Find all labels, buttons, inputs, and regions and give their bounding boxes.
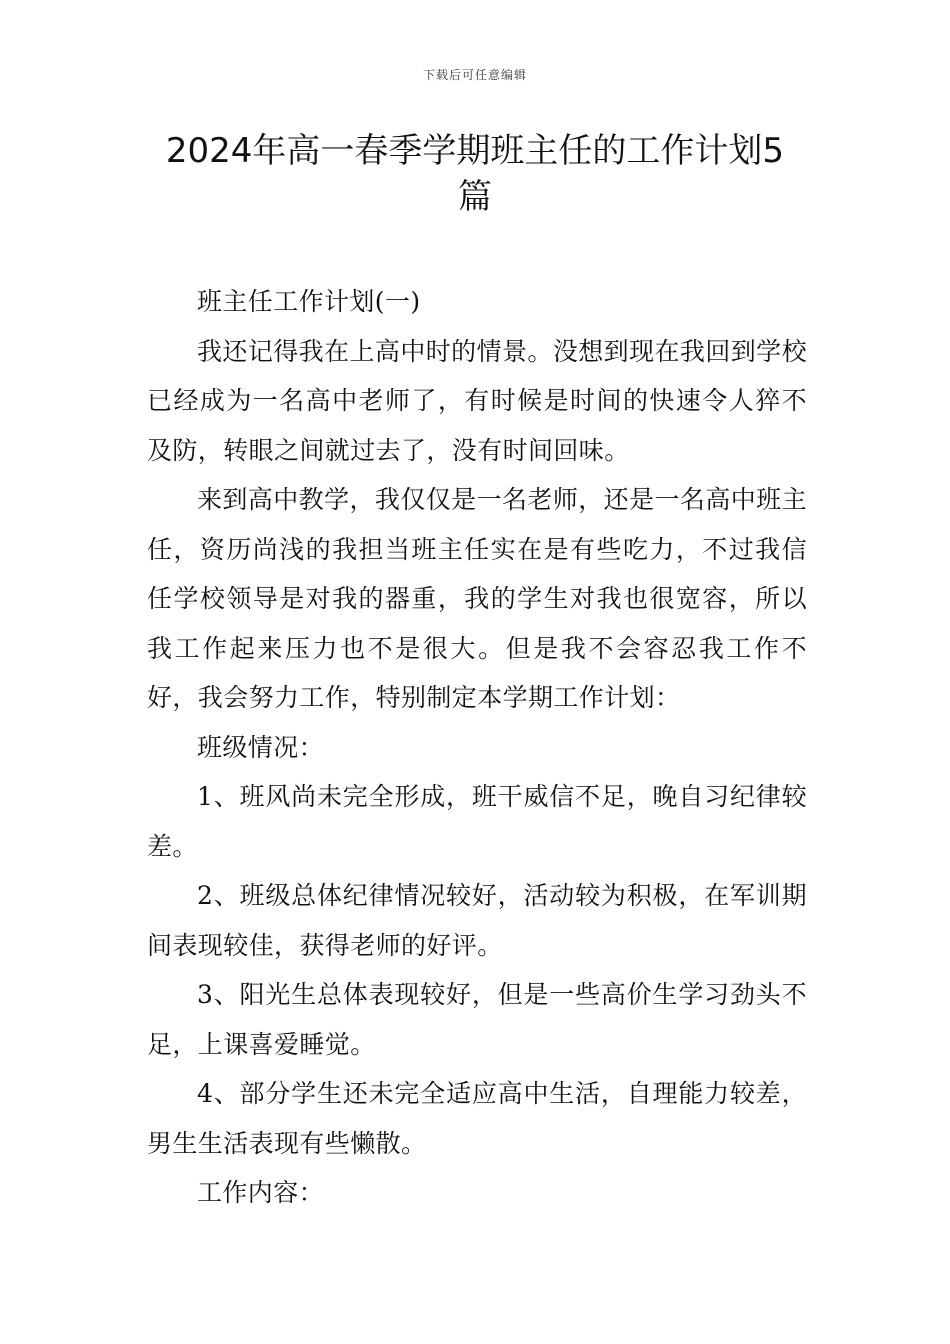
header-note: 下载后可任意编辑 [422,68,527,82]
body-paragraph: 我还记得我在上高中时的情景。没想到现在我回到学校已经成为一名高中老师了，有时候是时间的快速令人猝不及防，转眼之间就过去了，没有时间回味。 [147,336,807,465]
list-item: 1、班风尚未完全形成，班干威信不足，晚自习纪律较差。 [147,782,807,861]
list-item: 3、阳光生总体表现较好，但是一些高价生学习劲头不足，上课喜爱睡觉。 [147,980,807,1059]
section-heading: 班主任工作计划(一) [197,287,421,316]
subsection-heading: 工作内容： [197,1178,325,1207]
document-body [147,277,807,1218]
document-title: 2024年高一春季学期班主任的工作计划5篇 [165,131,785,217]
list-item: 4、部分学生还未完全适应高中生活，自理能力较差，男生生活表现有些懒散。 [147,1079,807,1158]
body-paragraph: 来到高中教学，我仅仅是一名老师，还是一名高中班主任，资历尚浅的我担当班主任实在是有些吃力，不过我信任学校领导是对我的器重，我的学生对我也很宽容，所以我工作起来压力也不是很大。但是我不会容忍我工作不好，我会努力工作，特别制定本学期工作计划： [147,485,807,712]
subsection-heading: 班级情况： [197,732,325,762]
list-item: 2、班级总体纪律情况较好，活动较为积极，在军训期间表现较佳，获得老师的好评。 [147,881,807,960]
